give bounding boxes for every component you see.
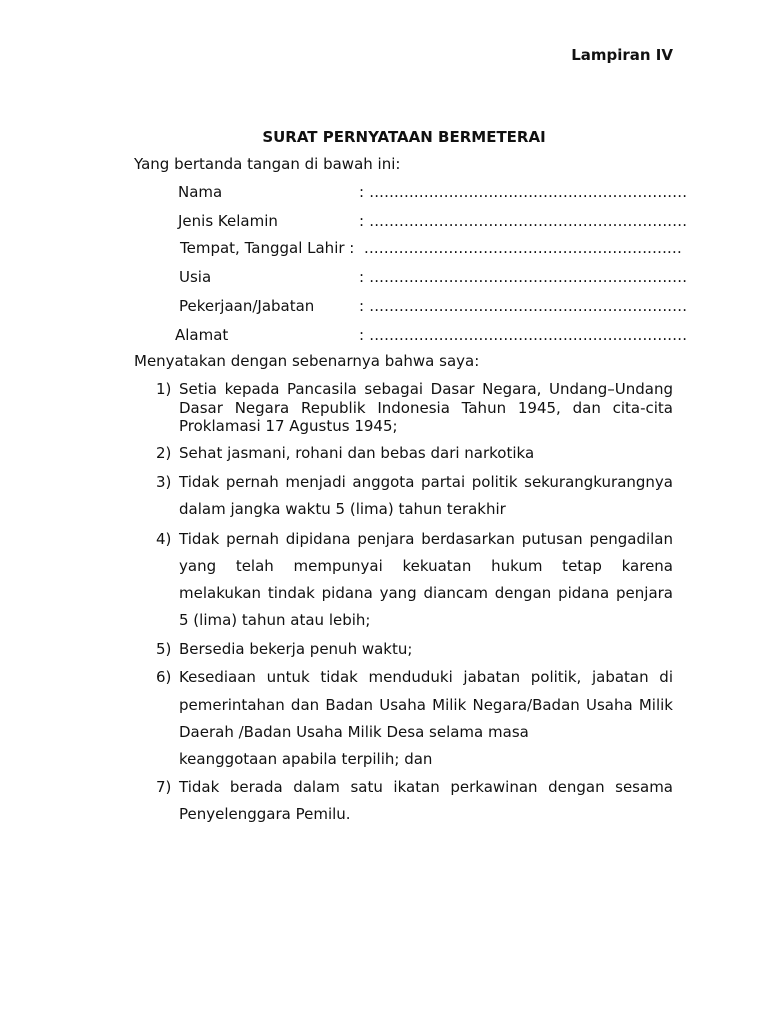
- field-label-nama: Nama: [178, 183, 223, 201]
- list-number: 5): [156, 640, 172, 658]
- field-value-tempat-tanggal-lahir: ................................................................: [364, 239, 682, 257]
- list-number: 6): [156, 668, 172, 686]
- intro-text: Yang bertanda tangan di bawah ini:: [134, 155, 401, 173]
- list-line: melakukan tindak pidana yang diancam dengan pidana penjara: [179, 584, 673, 602]
- list-line: Tidak berada dalam satu ikatan perkawinan dengan sesama: [179, 778, 673, 796]
- field-value-pekerjaan: : ................................................................: [359, 297, 688, 315]
- list-line: dalam jangka waktu 5 (lima) tahun terakhir: [179, 500, 506, 518]
- field-label-pekerjaan: Pekerjaan/Jabatan: [179, 297, 315, 315]
- list-number: 1): [156, 380, 172, 398]
- list-line: keanggotaan apabila terpilih; dan: [179, 750, 433, 768]
- list-number: 7): [156, 778, 172, 796]
- field-value-alamat: : ................................................................: [359, 326, 688, 344]
- list-number: 2): [156, 444, 172, 462]
- list-line: yang telah mempunyai kekuatan hukum tetap karena: [179, 557, 673, 575]
- field-label-alamat: Alamat: [175, 326, 229, 344]
- statement-intro: Menyatakan dengan sebenarnya bahwa saya:: [134, 352, 480, 370]
- list-line: pemerintahan dan Badan Usaha Milik Negara/Badan Usaha Milik: [179, 696, 673, 714]
- field-label-jenis-kelamin: Jenis Kelamin: [178, 212, 278, 230]
- list-number: 3): [156, 473, 172, 491]
- field-label-usia: Usia: [179, 268, 212, 286]
- field-value-jenis-kelamin: : ................................................................: [359, 212, 688, 230]
- list-line: Setia kepada Pancasila sebagai Dasar Negara, Undang–Undang: [179, 380, 673, 398]
- list-number: 4): [156, 530, 172, 548]
- list-line: Daerah /Badan Usaha Milik Desa selama masa: [179, 723, 529, 741]
- list-line: Sehat jasmani, rohani dan bebas dari narkotika: [179, 444, 535, 462]
- field-label-tempat-tanggal-lahir: Tempat, Tanggal Lahir :: [180, 239, 355, 257]
- list-line: Bersedia bekerja penuh waktu;: [179, 640, 413, 658]
- list-line: Tidak pernah menjadi anggota partai politik sekurangkurangnya: [179, 473, 673, 491]
- list-line: Penyelenggara Pemilu.: [179, 805, 351, 823]
- field-value-usia: : ................................................................: [359, 268, 688, 286]
- list-line: 5 (lima) tahun atau lebih;: [179, 611, 371, 629]
- list-line: Proklamasi 17 Agustus 1945;: [179, 417, 398, 435]
- list-line: Dasar Negara Republik Indonesia Tahun 1945, dan cita-cita: [179, 399, 673, 417]
- field-value-nama: : ................................................................: [359, 183, 688, 201]
- document-title: SURAT PERNYATAAN BERMETERAI: [262, 128, 546, 146]
- list-line: Tidak pernah dipidana penjara berdasarkan putusan pengadilan: [179, 530, 673, 548]
- list-line: Kesediaan untuk tidak menduduki jabatan politik, jabatan di: [179, 668, 673, 686]
- attachment-label: Lampiran IV: [571, 46, 673, 64]
